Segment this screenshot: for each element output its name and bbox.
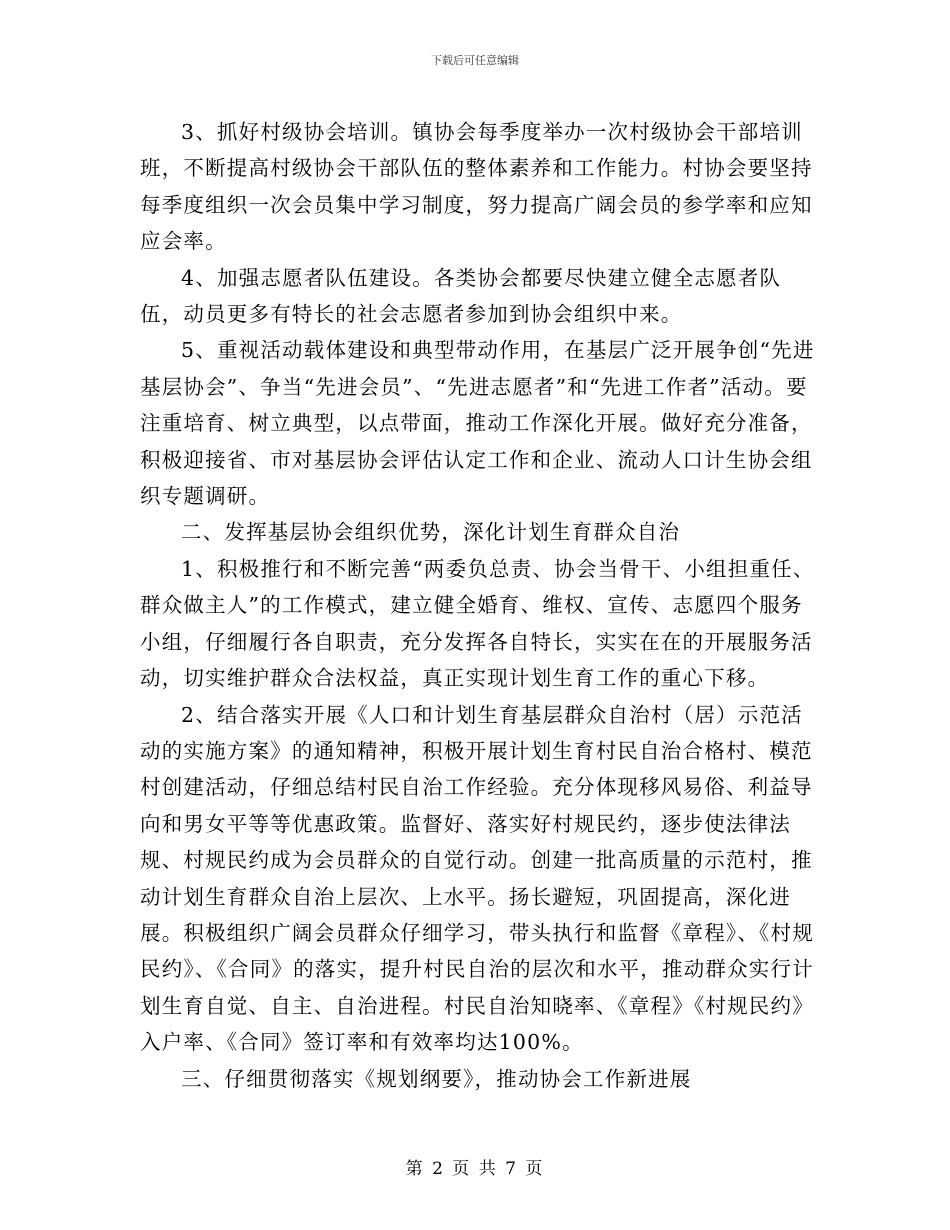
page-header: 下载后可任意编辑 <box>431 54 519 67</box>
paragraph-2: 4、加强志愿者队伍建设。各类协会都要尽快建立健全志愿者队伍，动员更多有特长的社会志愿者参加到协会组织中来。 <box>140 265 782 327</box>
paragraph-5: 2、结合落实开展《人口和计划生育基层群众自治村（居）示范活动的实施方案》的通知精神，积极开展计划生育村民自治合格村、模范村创建活动，仔细总结村民自治工作经验。充分体现移风易俗、利益导向和男女平等等优惠政策。监督好、落实好村规民约，逐步使法律法规、村规民约成为会员群众的自觉行动。创建一批高质量的示范村，推动计划生育群众自治上层次、上水平。扬长避短，巩固提高，深化进展。积极组织广阔会员群众仔细学习，带头执行和监督《章程》、《村规民约》、《合同》的落实，提升村民自治的层次和水平，推动群众实行计划生育自觉、自主、自治进程。村民自治知晓率、《章程》《村规民约》入户率、《合同》签订率和有效率均达100%。 <box>140 702 814 1055</box>
paragraph-1: 3、抓好村级协会培训。镇协会每季度举办一次村级协会干部培训班，不断提高村级协会干部队伍的整体素养和工作能力。村协会要坚持每季度组织一次会员集中学习制度，努力提高广阔会员的参学率和应知应会率。 <box>140 120 813 254</box>
paragraph-4: 1、积极推行和不断完善“两委负总责、协会当骨干、小组担重任、群众做主人”的工作模式，建立健全婚育、维权、宣传、志愿四个服务小组，仔细履行各自职责，充分发挥各自特长，实实在在的开展服务活动，切实维护群众合法权益，真正实现计划生育工作的重心下移。 <box>140 556 815 691</box>
section-heading-2: 二、发挥基层协会组织优势，深化计划生育群众自治 <box>181 520 681 545</box>
document-body <box>140 114 820 1097</box>
paragraph-3: 5、重视活动载体建设和典型带动作用，在基层广泛开展争创“先进基层协会”、争当“先进会员”、“先进志愿者”和“先进工作者”活动。要注重培育、树立典型，以点带面，推动工作深化开展。做好充分准备，积极迎接省、市对基层协会评估认定工作和企业、流动人口计生协会组织专题调研。 <box>140 338 815 509</box>
section-heading-3: 三、仔细贯彻落实《规划纲要》，推动协会工作新进展 <box>181 1066 692 1091</box>
page-number: 第 2 页 共 7 页 <box>405 1159 545 1179</box>
